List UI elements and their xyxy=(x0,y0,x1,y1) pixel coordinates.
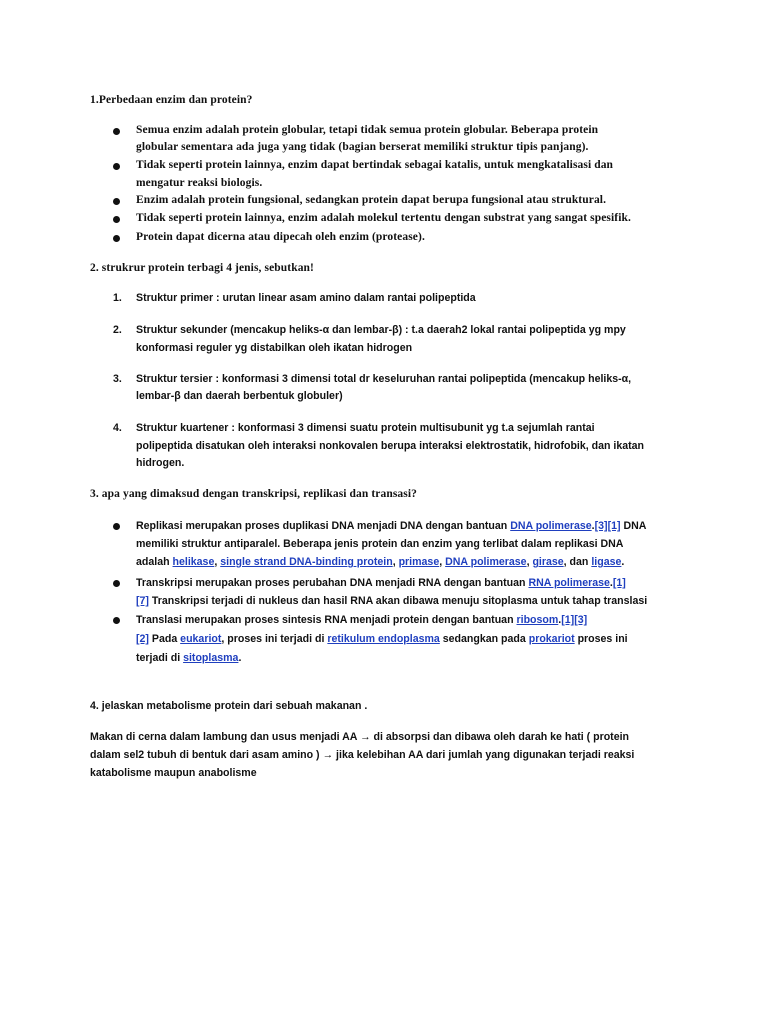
q4-answer-line-3: katabolisme maupun anabolisme xyxy=(90,767,257,779)
q4-answer-line-2: dalam sel2 tubuh di bentuk dari asam amino ) → jika kelebihan AA dari jumlah yang digunakan terjadi reaksi xyxy=(90,749,635,761)
text: Transkripsi merupakan proses perubahan DNA menjadi RNA dengan bantuan xyxy=(136,577,529,589)
q1-item-5: Protein dapat dicerna atau dipecah oleh enzim (protease). xyxy=(136,231,425,243)
ref-link-2[interactable]: [2] xyxy=(136,633,149,645)
q3-item-1-line-3 xyxy=(136,556,624,568)
q1-item-1-line-2: globular sementara ada juga yang tidak (bagian berserat memiliki struktur tipis panjang). xyxy=(136,141,589,153)
q2-item-4-line-1: Struktur kuartener : konformasi 3 dimensi suatu protein multisubunit yg t.a sejumlah rantai xyxy=(136,422,595,434)
text: Replikasi merupakan proses duplikasi DNA menjadi DNA dengan bantuan xyxy=(136,520,511,532)
q3-item-1-line-1 xyxy=(136,520,646,532)
question-2-title: 2. strukrur protein terbagi 4 jenis, sebutkan! xyxy=(90,262,314,274)
q3-item-1-line-2: memiliki struktur antiparalel. Beberapa jenis protein dan enzim yang terlibat dalam replikasi DNA xyxy=(136,538,624,550)
q2-item-1-number: 1. xyxy=(113,292,122,304)
q1-item-4: Tidak seperti protein lainnya, enzim adalah molekul tertentu dengan substrat yang sangat spesifik. xyxy=(136,212,631,224)
link-sitoplasma[interactable]: sitoplasma xyxy=(183,652,239,664)
q1-item-1-line-1: Semua enzim adalah protein globular, tetapi tidak semua protein globular. Beberapa protein xyxy=(136,124,599,136)
ref-link-7[interactable]: [7] xyxy=(136,595,149,607)
text: sedangkan pada xyxy=(439,633,529,645)
q3-item-3-line-2 xyxy=(136,633,628,645)
question-3-title: 3. apa yang dimaksud dengan transkripsi, replikasi dan transasi? xyxy=(90,488,418,500)
ref-link-3[interactable]: [3] xyxy=(594,520,608,532)
link-eukariot[interactable]: eukariot xyxy=(180,633,222,645)
text: Pada xyxy=(148,633,181,645)
link-ssb-protein[interactable]: single strand DNA-binding protein xyxy=(220,556,393,568)
ref-link-3[interactable]: [3] xyxy=(574,614,588,626)
link-dna-polimerase-2[interactable]: DNA polimerase xyxy=(445,556,527,568)
q2-item-4-line-3: hidrogen. xyxy=(136,457,185,469)
q3-item-2-line-1 xyxy=(136,577,626,589)
q2-item-2-line-1: Struktur sekunder (mencakup heliks-α dan lembar-β) : t.a daerah2 lokal rantai polipeptida yg mpy xyxy=(136,324,626,336)
text: Translasi merupakan proses sintesis RNA menjadi protein dengan bantuan xyxy=(136,614,517,626)
text: . xyxy=(591,520,595,532)
q4-answer-line-1: Makan di cerna dalam lambung dan usus menjadi AA → di absorpsi dan dibawa oleh darah ke hati ( protein xyxy=(90,731,630,743)
link-prokariot[interactable]: prokariot xyxy=(528,633,575,645)
bullet-icon xyxy=(113,523,120,530)
q3-item-2-line-2 xyxy=(136,595,647,607)
text: . xyxy=(621,556,625,568)
link-dna-polimerase[interactable]: DNA polimerase xyxy=(510,520,592,532)
q1-item-2-line-2: mengatur reaksi biologis. xyxy=(136,177,263,189)
link-rna-polimerase[interactable]: RNA polimerase xyxy=(528,577,610,589)
text: terjadi di xyxy=(136,652,184,664)
question-4-title: 4. jelaskan metabolisme protein dari sebuah makanan . xyxy=(90,700,368,712)
text: DNA xyxy=(620,520,647,532)
link-ligase[interactable]: ligase xyxy=(591,556,622,568)
text: , xyxy=(392,556,399,568)
ref-link-1[interactable]: [1] xyxy=(607,520,621,532)
text: . xyxy=(238,652,242,664)
link-primase[interactable]: primase xyxy=(398,556,440,568)
bullet-icon xyxy=(113,216,120,223)
text: Transkripsi terjadi di nukleus dan hasil RNA akan dibawa menuju sitoplasma untuk tahap translasi xyxy=(148,595,648,607)
text: , dan xyxy=(563,556,592,568)
text: . xyxy=(558,614,562,626)
text: adalah xyxy=(136,556,173,568)
bullet-icon xyxy=(113,580,120,587)
text: , xyxy=(439,556,446,568)
text: , xyxy=(214,556,221,568)
q2-item-1-line-1: Struktur primer : urutan linear asam amino dalam rantai polipeptida xyxy=(136,292,476,304)
question-1-title: 1.Perbedaan enzim dan protein? xyxy=(90,94,253,106)
link-helikase[interactable]: helikase xyxy=(172,556,215,568)
bullet-icon xyxy=(113,198,120,205)
text: , xyxy=(526,556,533,568)
link-ribosom[interactable]: ribosom xyxy=(516,614,559,626)
q3-item-3-line-1 xyxy=(136,614,587,626)
q2-item-2-number: 2. xyxy=(113,324,122,336)
q2-item-3-number: 3. xyxy=(113,373,122,385)
q2-item-3-line-1: Struktur tersier : konformasi 3 dimensi total dr keseluruhan rantai polipeptida (mencakup heliks-α, xyxy=(136,373,632,385)
ref-link-1[interactable]: [1] xyxy=(612,577,626,589)
ref-link-1[interactable]: [1] xyxy=(561,614,575,626)
q2-item-2-line-2: konformasi reguler yg distabilkan oleh ikatan hidrogen xyxy=(136,342,413,354)
text: . xyxy=(609,577,613,589)
q2-item-4-number: 4. xyxy=(113,422,122,434)
q2-item-3-line-2: lembar-β dan daerah berbentuk globuler) xyxy=(136,390,343,402)
bullet-icon xyxy=(113,235,120,242)
q1-item-2-line-1: Tidak seperti protein lainnya, enzim dapat bertindak sebagai katalis, untuk mengkatalisasi dan xyxy=(136,159,614,171)
bullet-icon xyxy=(113,617,120,624)
q3-item-3-line-3 xyxy=(136,652,241,664)
bullet-icon xyxy=(113,128,120,135)
bullet-icon xyxy=(113,163,120,170)
link-girase[interactable]: girase xyxy=(532,556,564,568)
text: , proses ini terjadi di xyxy=(221,633,328,645)
link-retikulum-endoplasma[interactable]: retikulum endoplasma xyxy=(327,633,440,645)
q1-item-3: Enzim adalah protein fungsional, sedangkan protein dapat berupa fungsional atau struktural. xyxy=(136,194,607,206)
q2-item-4-line-2: polipeptida disatukan oleh interaksi nonkovalen berupa interaksi elektrostatik, hidrofobik, dan ikatan xyxy=(136,440,645,452)
text: proses ini xyxy=(574,633,628,645)
